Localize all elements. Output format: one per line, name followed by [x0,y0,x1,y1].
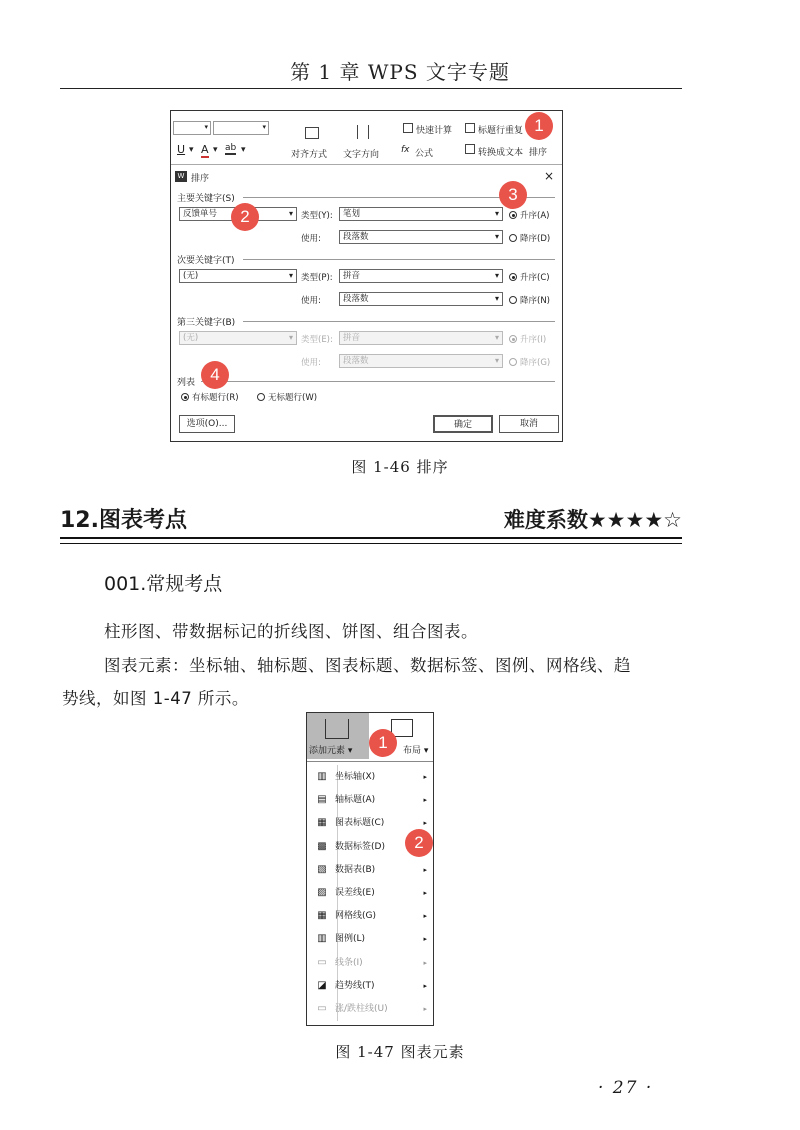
type-label: 类型(Y): [301,211,333,221]
desc-radio: 降序(G) [509,356,550,368]
section-title: 12.图表考点 [60,508,187,533]
figure-sort-dialog [170,110,563,442]
menu-item [315,999,427,1019]
page-number: · 27 · [598,1078,654,1098]
type-select[interactable]: 拼音 ▾ [339,269,503,283]
gridline-icon: ▦ [317,910,327,922]
type-label: 类型(E): [301,335,333,345]
list-label: 列表 [177,378,196,388]
lines-icon: ▭ [317,956,327,968]
formula-button[interactable]: 公式 [415,149,434,159]
dialog-titlebar [171,169,562,185]
menu-item-label: 涨/跌柱线(U) [335,1004,388,1014]
figure-caption: 图 1-46 排序 [351,458,449,476]
convert-text-icon [465,144,475,154]
chevron-down-icon[interactable]: ▾ [213,145,218,155]
header-repeat-icon [465,123,475,133]
section-divider [243,321,555,322]
font-size-dropdown[interactable]: ▾ [213,121,269,135]
callout-badge: 2 [405,829,433,857]
data-table-icon: ▧ [317,863,327,875]
section-rule [60,537,682,539]
header-repeat-button[interactable]: 标题行重复 [478,126,524,136]
menu-item-label: 轴标题(A) [335,795,376,806]
ok-button[interactable]: 确定 [433,415,493,433]
paragraph: 柱形图、带数据标记的折线图、饼图、组合图表。 [104,622,478,641]
asc-radio[interactable]: 升序(A) [509,209,549,221]
text-direction-button[interactable]: 文字方向 [343,150,380,160]
primary-key-label: 主要关键字(S) [177,194,235,204]
wps-logo-icon: W [175,171,187,182]
use-select[interactable]: 段落数 ▾ [339,292,503,306]
chevron-right-icon: ▸ [423,796,427,805]
chevron-right-icon: ▸ [423,773,427,781]
align-icon [305,127,319,139]
add-element-button[interactable]: 添加元素 ▾ [307,713,369,759]
chevron-right-icon: ▸ [423,981,427,990]
use-label: 使用: [301,296,321,306]
cancel-button[interactable]: 取消 [499,415,559,433]
primary-key-select[interactable]: 反馈单号 ▾ [179,207,297,221]
figure-chart-elements-menu [306,712,434,1026]
error-bar-icon: ▨ [317,887,327,898]
menu-item-label: 坐标轴(X) [335,772,376,782]
secondary-key-select[interactable]: (无) ▾ [179,269,297,283]
menu-item-label: 线条(I) [335,957,363,968]
callout-badge: 1 [525,112,553,140]
formula-icon: fx [401,145,410,155]
menu-item[interactable] [315,790,427,810]
menu-item[interactable] [315,767,427,787]
type-select[interactable]: 笔划 ▾ [339,207,503,221]
asc-radio: 升序(I) [509,333,546,345]
menu-item[interactable] [315,883,427,903]
sort-button[interactable]: 排序 [529,148,548,158]
section-rule [60,543,682,544]
section-divider [201,381,555,382]
menu-separator [307,761,433,762]
align-button[interactable]: 对齐方式 [291,150,328,160]
paragraph: 势线，如图 1-47 所示。 [62,689,249,708]
use-select: 段落数 ▾ [339,354,503,368]
text-direction-icon [357,125,369,139]
type-label: 类型(P): [301,273,333,283]
chevron-down-icon[interactable]: ▾ [189,145,194,155]
convert-to-text-button[interactable]: 转换成文本 [478,148,524,158]
use-label: 使用: [301,234,321,244]
menu-item [315,953,427,973]
menu-item-label: 网格线(G) [335,911,376,922]
desc-radio[interactable]: 降序(N) [509,294,550,306]
menu-item-label: 图例(L) [335,934,366,945]
callout-badge: 2 [231,203,259,231]
section-divider [243,259,555,260]
chart-title-icon: ▦ [317,817,327,829]
desc-radio[interactable]: 降序(D) [509,232,550,244]
header-row-radio[interactable]: 有标题行(R) [181,391,239,403]
calculator-icon [403,123,413,133]
menu-item-label: 误差线(E) [335,888,375,898]
use-select[interactable]: 段落数 ▾ [339,230,503,244]
secondary-key-label: 次要关键字(T) [177,256,235,266]
menu-item[interactable] [315,860,427,880]
callout-badge: 1 [369,729,397,757]
menu-item-label: 趋势线(T) [335,980,375,991]
menu-item[interactable] [315,976,427,996]
font-color-button[interactable]: A [201,143,209,156]
menu-item-label: 图表标题(C) [335,818,385,829]
section-heading [60,506,682,536]
underline-button[interactable]: U [177,143,186,156]
axis-icon: ▥ [317,771,327,782]
chevron-right-icon: ▸ [423,889,427,897]
close-icon[interactable]: × [543,169,554,183]
highlight-button[interactable]: ab [225,143,237,153]
subsection-title: 001.常规考点 [104,573,223,595]
use-label: 使用: [301,358,321,368]
data-label-icon: ▩ [317,840,327,852]
menu-item[interactable] [315,929,427,949]
figure-caption: 图 1-47 图表元素 [335,1043,465,1061]
updown-bar-icon: ▭ [317,1003,327,1014]
third-key-label: 第三关键字(B) [177,318,236,328]
axis-title-icon: ▤ [317,794,327,806]
chevron-right-icon: ▸ [423,1005,427,1013]
chevron-right-icon: ▸ [423,958,427,967]
header-rule [60,88,682,89]
paragraph: 图表元素：坐标轴、轴标题、图表标题、数据标签、图例、网格线、趋 [104,656,631,675]
chevron-right-icon: ▸ [423,865,427,874]
dialog-title: 排序 [191,174,210,184]
chevron-right-icon: ▸ [423,819,427,828]
difficulty-rating: 难度系数★★★★☆ [503,508,682,532]
add-chart-element-icon [325,719,349,739]
font-name-dropdown[interactable]: ▾ [173,121,211,135]
third-key-select: (无) ▾ [179,331,297,345]
chevron-right-icon: ▸ [423,912,427,921]
menu-item[interactable] [315,906,427,926]
no-header-row-radio[interactable]: 无标题行(W) [257,391,317,403]
menu-item-label: 数据表(B) [335,864,376,875]
chart-toolbar: 添加元素 ▾ 布局 ▾ [307,713,433,759]
callout-badge: 3 [499,181,527,209]
quick-calc-button[interactable]: 快速计算 [416,126,453,136]
chevron-down-icon[interactable]: ▾ [241,145,246,155]
chapter-header: 第 1 章 WPS 文字专题 [290,60,510,84]
legend-icon: ▥ [317,933,327,945]
callout-badge: 4 [201,361,229,389]
type-select: 拼音 ▾ [339,331,503,345]
chevron-right-icon: ▸ [423,935,427,944]
table-ribbon [171,111,562,165]
menu-item-label: 数据标签(D) [335,841,385,852]
options-button[interactable]: 选项(O)... [179,415,235,433]
trendline-icon: ◪ [317,979,327,991]
asc-radio[interactable]: 升序(C) [509,271,550,283]
